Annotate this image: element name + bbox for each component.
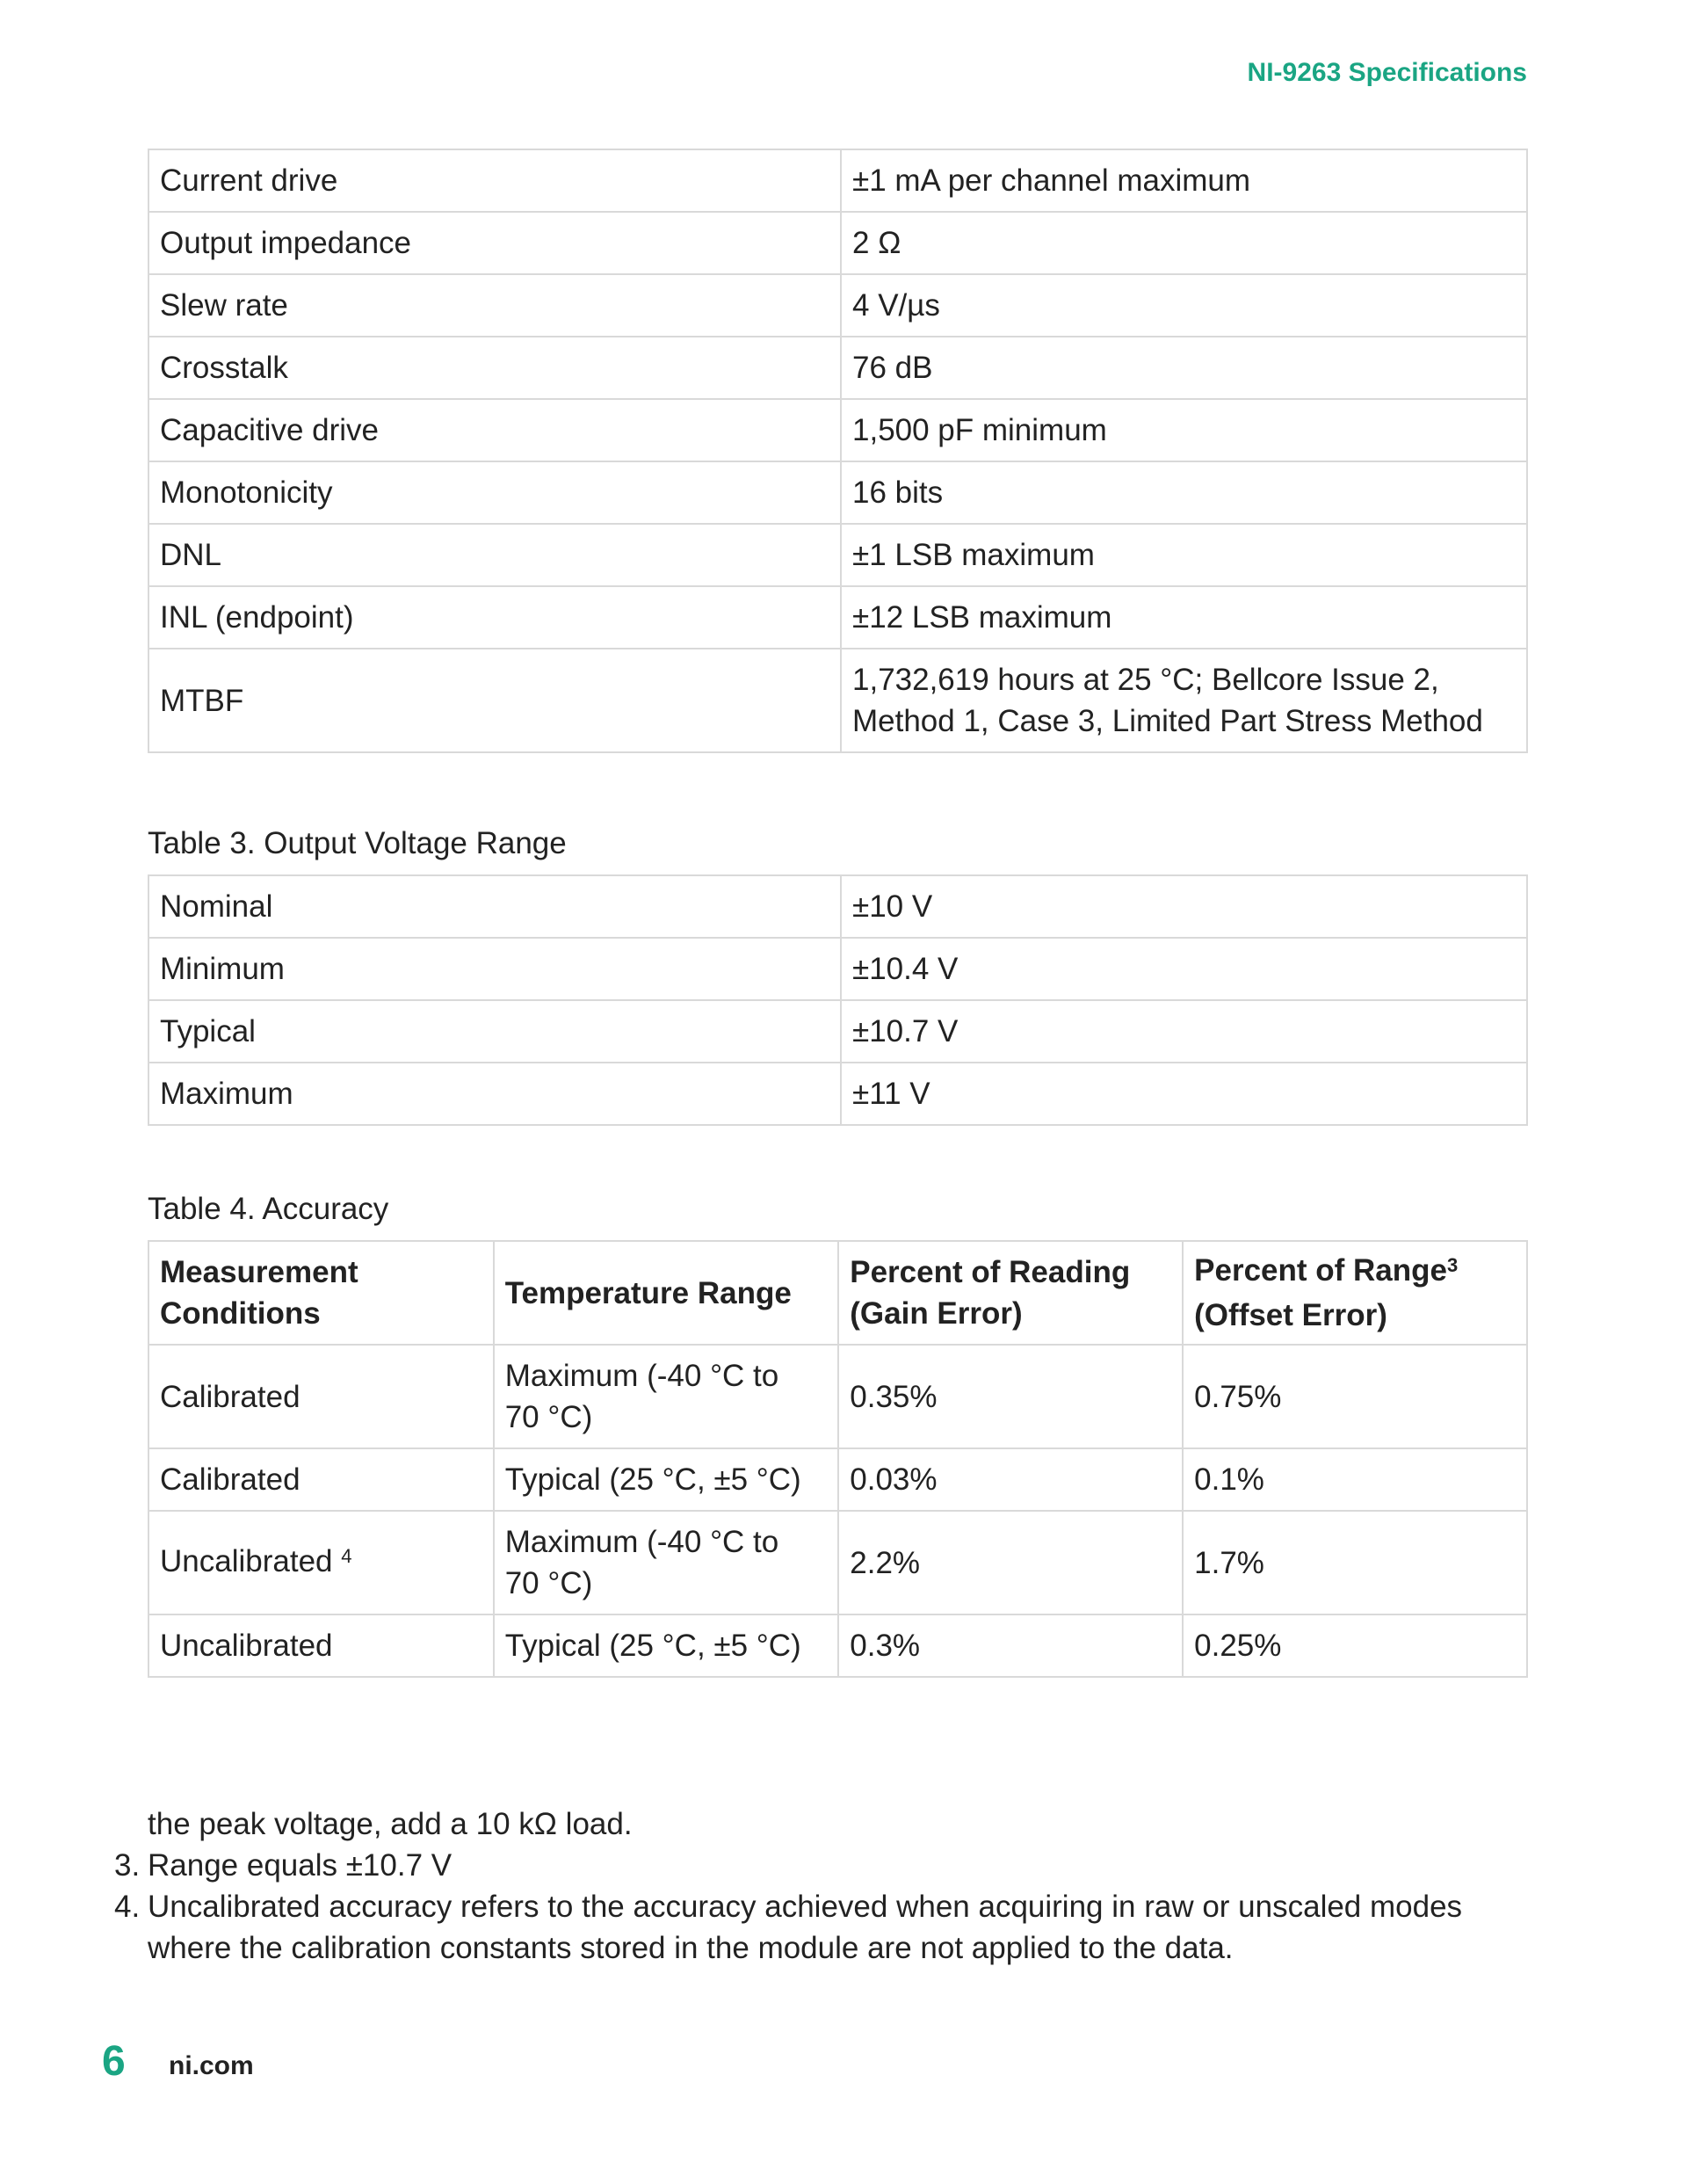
output-voltage-range-table (148, 874, 1528, 1126)
condition-cell: Calibrated (148, 1345, 494, 1448)
temperature-cell: Typical (25 °C, ±5 °C) (494, 1614, 839, 1677)
site-link[interactable]: ni.com (169, 2051, 254, 2080)
cell-text: 70 °C) (504, 1566, 593, 1600)
spec-label: Slew rate (148, 274, 841, 337)
spec-value: 76 dB (841, 337, 1527, 399)
range-cell: 0.75% (1183, 1345, 1527, 1448)
header-text: Percent of Range (1194, 1253, 1448, 1288)
footnote-text: where the calibration constants stored in the module are not applied to the data. (148, 1931, 1234, 1965)
cell-text: Maximum (-40 °C to (504, 1359, 779, 1393)
spec-value: 16 bits (841, 461, 1527, 524)
spec-label: Crosstalk (148, 337, 841, 399)
table-row (148, 1614, 1527, 1677)
footnote-ref: 4 (341, 1544, 352, 1567)
range-cell: 0.25% (1183, 1614, 1527, 1677)
table-row (148, 649, 1527, 752)
range-value: ±10.4 V (841, 938, 1527, 1000)
condition-cell (148, 1511, 494, 1614)
spec-value: 2 Ω (841, 212, 1527, 274)
header-text: Conditions (160, 1296, 321, 1331)
spec-value-line: Method 1, Case 3, Limited Part Stress Method (852, 704, 1483, 738)
table-row (148, 212, 1527, 274)
cell-text: Uncalibrated (160, 1543, 333, 1578)
spec-value: ±1 LSB maximum (841, 524, 1527, 586)
header-reading (838, 1241, 1183, 1345)
footnote-list (114, 1845, 1553, 1969)
condition-cell: Calibrated (148, 1448, 494, 1511)
table-row (148, 938, 1527, 1000)
table-row (148, 1511, 1527, 1614)
spec-value: 1,500 pF minimum (841, 399, 1527, 461)
table-row (148, 337, 1527, 399)
temperature-cell (494, 1511, 839, 1614)
footnote-number: 3. (114, 1848, 141, 1883)
table-header-row (148, 1241, 1527, 1345)
table-row (148, 149, 1527, 212)
accuracy-table (148, 1240, 1528, 1678)
table-row (148, 586, 1527, 649)
table-row (148, 875, 1527, 938)
spec-label: MTBF (148, 649, 841, 752)
footnote-number: 4. (114, 1890, 141, 1924)
footnote-item (114, 1886, 1553, 1969)
spec-value: ±1 mA per channel maximum (841, 149, 1527, 212)
range-cell: 1.7% (1183, 1511, 1527, 1614)
table-row (148, 461, 1527, 524)
footnote-continuation: the peak voltage, add a 10 kΩ load. (148, 1807, 633, 1841)
range-cell: 0.1% (1183, 1448, 1527, 1511)
spec-label: DNL (148, 524, 841, 586)
reading-cell: 0.03% (838, 1448, 1183, 1511)
cell-text: 70 °C) (504, 1400, 593, 1434)
header-range (1183, 1241, 1527, 1345)
table-row (148, 1345, 1527, 1448)
range-label: Typical (148, 1000, 841, 1063)
footnote-item (114, 1845, 1553, 1886)
table-row (148, 1448, 1527, 1511)
range-value: ±11 V (841, 1063, 1527, 1125)
header-text: Percent of Reading (850, 1255, 1131, 1289)
range-label: Nominal (148, 875, 841, 938)
output-spec-table (148, 149, 1528, 753)
table-row (148, 274, 1527, 337)
reading-cell: 2.2% (838, 1511, 1183, 1614)
spec-value: 4 V/µs (841, 274, 1527, 337)
header-text: (Offset Error) (1194, 1298, 1387, 1332)
header-text: (Gain Error) (850, 1296, 1023, 1331)
footnote-text: Range equals ±10.7 V (148, 1848, 453, 1883)
spec-value-line: 1,732,619 hours at 25 °C; Bellcore Issue 2, (852, 663, 1439, 697)
range-value: ±10.7 V (841, 1000, 1527, 1063)
table-row (148, 524, 1527, 586)
condition-cell: Uncalibrated (148, 1614, 494, 1677)
spec-label: Capacitive drive (148, 399, 841, 461)
page-number: 6 (102, 2038, 126, 2085)
header-text: Measurement (160, 1255, 358, 1289)
spec-label: Monotonicity (148, 461, 841, 524)
spec-label: Current drive (148, 149, 841, 212)
spec-value: ±12 LSB maximum (841, 586, 1527, 649)
temperature-cell: Typical (25 °C, ±5 °C) (494, 1448, 839, 1511)
footnote-text: Uncalibrated accuracy refers to the accuracy achieved when acquiring in raw or unscaled modes (148, 1890, 1463, 1924)
spec-label: Output impedance (148, 212, 841, 274)
header-conditions (148, 1241, 494, 1345)
table3-caption: Table 3. Output Voltage Range (148, 826, 567, 860)
table-row (148, 399, 1527, 461)
header-temperature: Temperature Range (494, 1241, 839, 1345)
reading-cell: 0.35% (838, 1345, 1183, 1448)
range-label: Maximum (148, 1063, 841, 1125)
cell-text: Maximum (-40 °C to (504, 1525, 779, 1559)
footnote-ref: 3 (1447, 1254, 1459, 1276)
footnotes (114, 1803, 1553, 1969)
range-label: Minimum (148, 938, 841, 1000)
reading-cell: 0.3% (838, 1614, 1183, 1677)
spec-value (841, 649, 1527, 752)
running-title: NI-9263 Specifications (1247, 58, 1527, 87)
range-value: ±10 V (841, 875, 1527, 938)
table4-caption: Table 4. Accuracy (148, 1192, 389, 1226)
table-row (148, 1063, 1527, 1125)
table-row (148, 1000, 1527, 1063)
spec-label: INL (endpoint) (148, 586, 841, 649)
temperature-cell (494, 1345, 839, 1448)
